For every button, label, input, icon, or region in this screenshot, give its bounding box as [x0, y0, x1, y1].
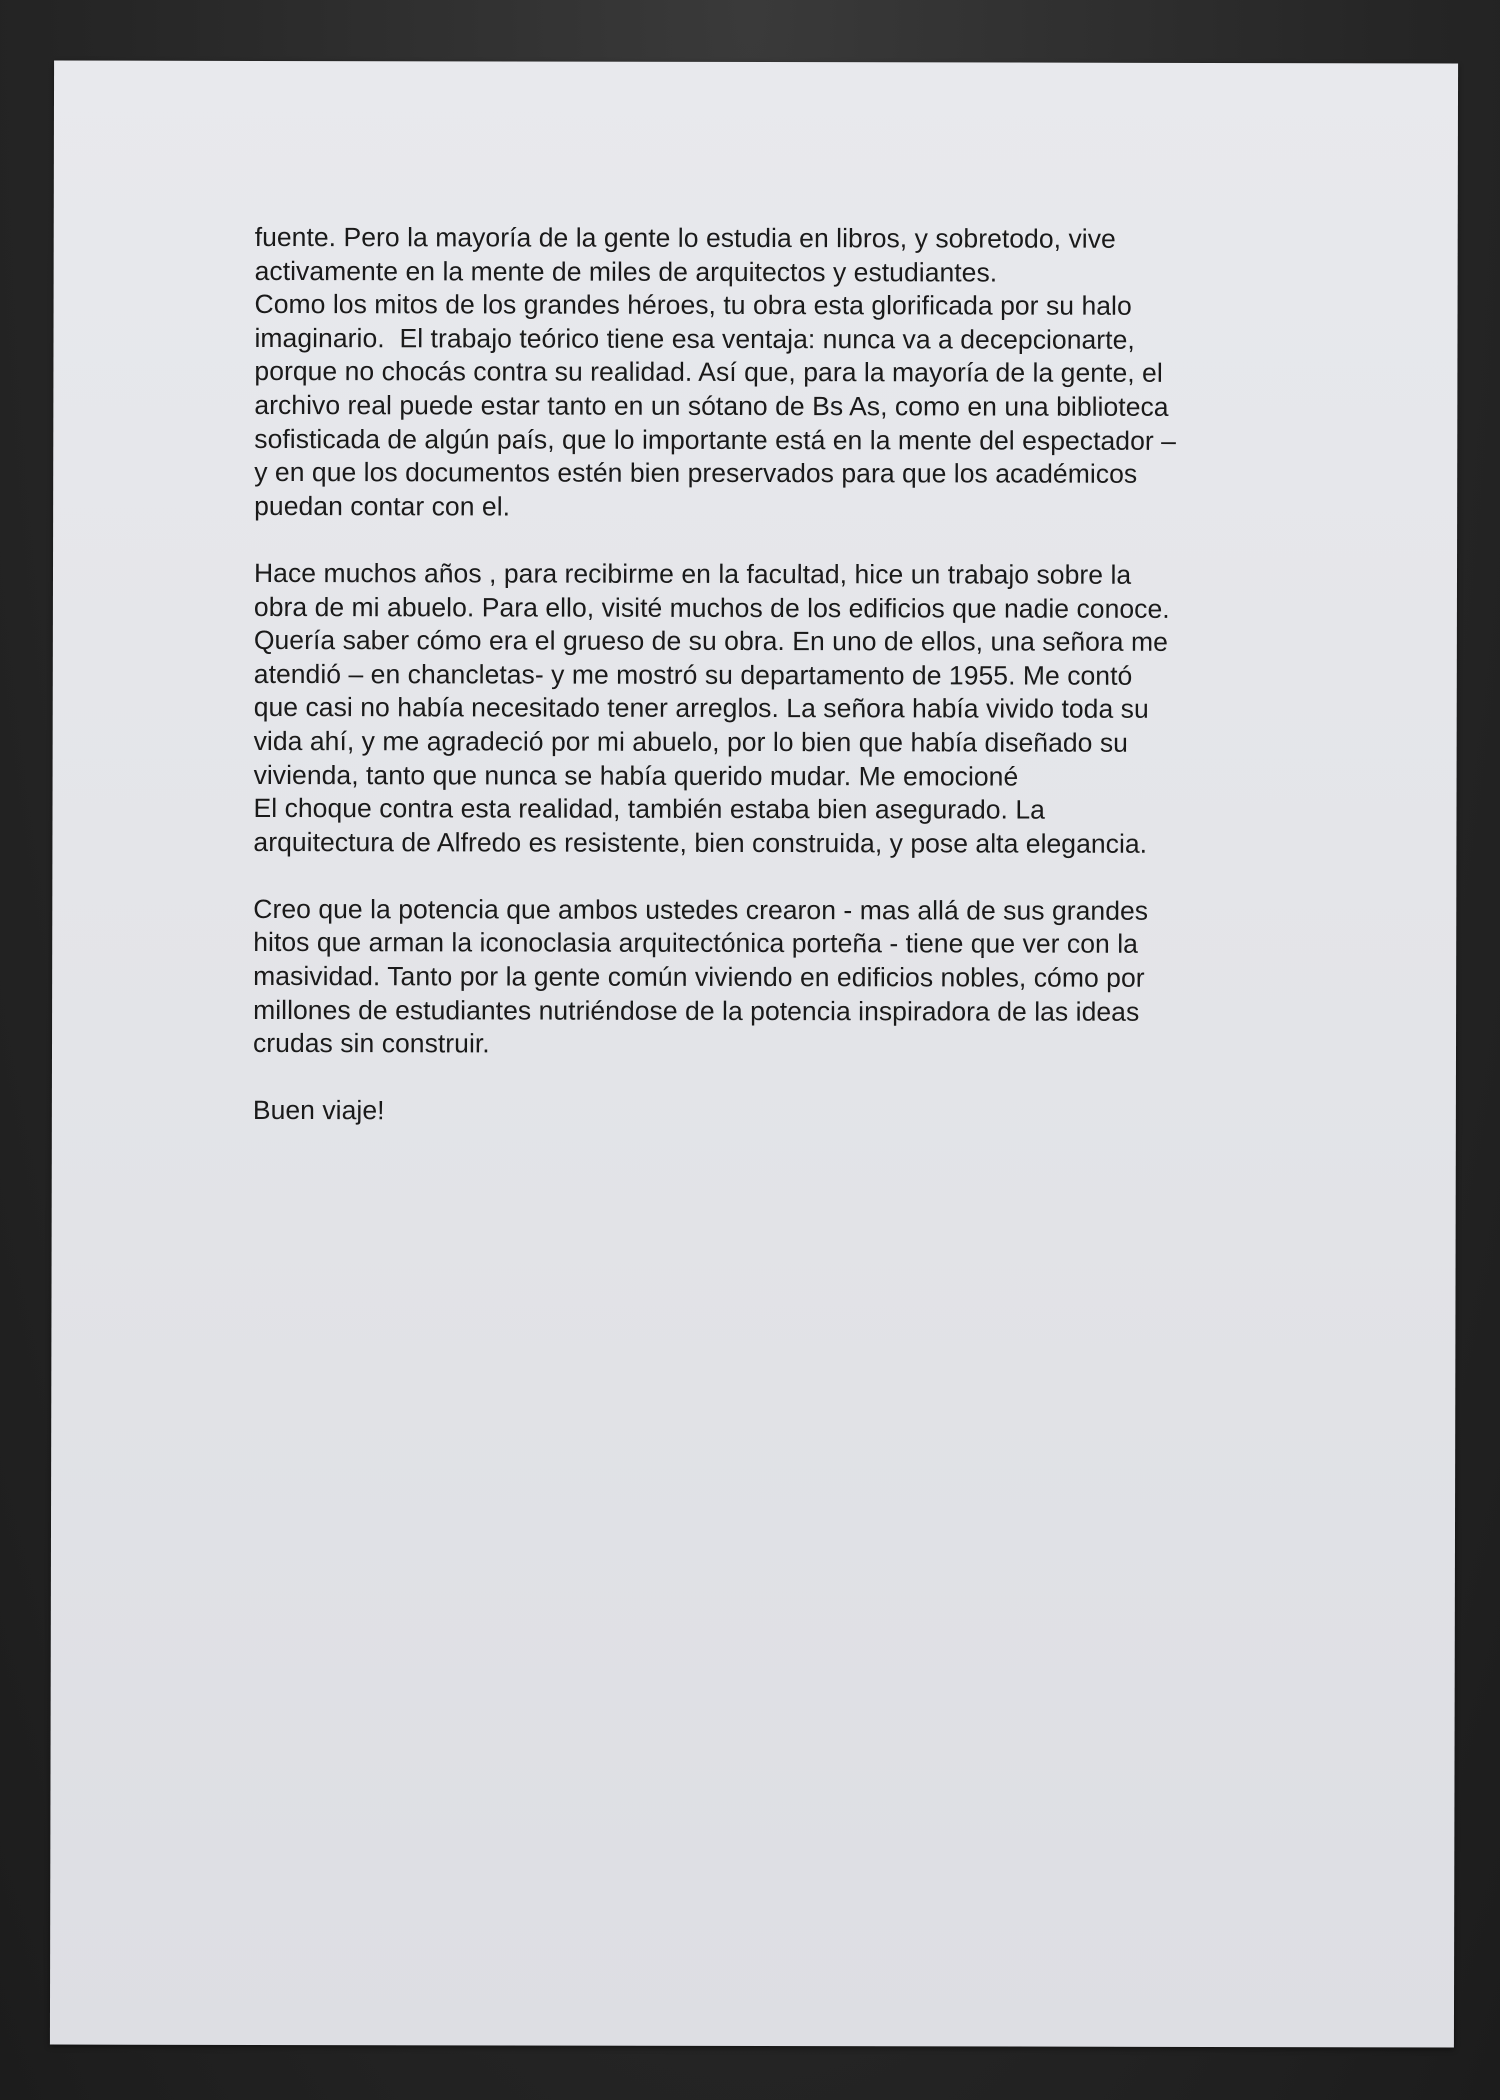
paragraph-gap	[253, 859, 1283, 895]
text-line: archivo real puede estar tanto en un sótano de Bs As, como en una biblioteca	[254, 389, 1169, 422]
letter-text	[253, 221, 1285, 1130]
text-line: puedan contar con el.	[254, 490, 511, 522]
text-line: activamente en la mente de miles de arquitectos y estudiantes.	[254, 255, 998, 288]
text-line: imaginario. El trabajo teórico tiene esa ventaja: nunca va a decepcionarte,	[254, 322, 1135, 355]
text-line: vivienda, tanto que nunca se había querido mudar. Me emocioné	[253, 759, 1019, 792]
text-line: Creo que la potencia que ambos ustedes crearon - mas allá de sus grandes	[253, 893, 1149, 926]
text-line: obra de mi abuelo. Para ello, visité muchos de los edificios que nadie conoce.	[253, 591, 1170, 624]
paragraph-1	[254, 221, 1285, 526]
text-line: y en que los documentos estén bien preservados para que los académicos	[254, 457, 1138, 489]
closing-line: Buen viaje!	[252, 1095, 385, 1126]
text-line: que casi no había necesitado tener arreglos. La señora había vivido toda su	[253, 692, 1149, 725]
paper-sheet	[50, 61, 1458, 2048]
text-line: arquitectura de Alfredo es resistente, bien construida, y pose alta elegancia.	[253, 826, 1148, 859]
paragraph-gap	[254, 523, 1284, 559]
text-line: hitos que arman la iconoclasia arquitectónica porteña - tiene que ver con la	[253, 927, 1138, 960]
text-line: fuente. Pero la mayoría de la gente lo estudia en libros, y sobretodo, vive	[254, 221, 1116, 254]
paragraph-3	[253, 893, 1283, 1063]
paragraph-gap	[253, 1061, 1283, 1097]
text-line: El choque contra esta realidad, también estaba bien asegurado. La	[253, 793, 1045, 825]
text-line: sofisticada de algún país, que lo importante está en la mente del espectador –	[254, 423, 1177, 456]
text-line: masividad. Tanto por la gente común viviendo en edificios nobles, cómo por	[253, 961, 1145, 993]
text-line: Hace muchos años , para recibirme en la facultad, hice un trabajo sobre la	[253, 557, 1132, 590]
text-line: Quería saber cómo era el grueso de su obra. En uno de ellos, una señora me	[253, 625, 1168, 657]
text-line: Como los mitos de los grandes héroes, tu obra esta glorificada por su halo	[254, 289, 1132, 321]
text-line: millones de estudiantes nutriéndose de la potencia inspiradora de las ideas	[253, 994, 1140, 1027]
text-line: porque no chocás contra su realidad. Así que, para la mayoría de la gente, el	[254, 356, 1163, 389]
text-line: crudas sin construir.	[252, 1028, 490, 1059]
text-line: vida ahí, y me agradeció por mi abuelo, por lo bien que había diseñado su	[253, 725, 1128, 758]
paragraph-2	[253, 557, 1284, 862]
text-line: atendió – en chancletas- y me mostró su departamento de 1955. Me contó	[253, 658, 1133, 691]
